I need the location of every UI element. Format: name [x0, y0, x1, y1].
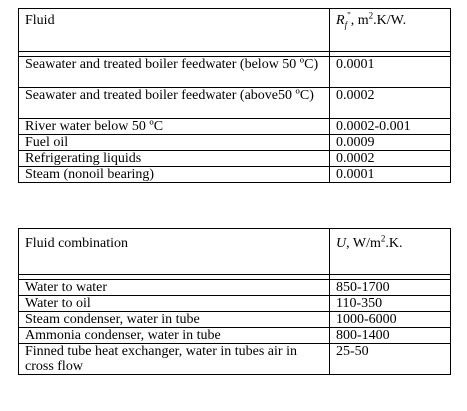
value-cell: 0.0002-0.001 [330, 119, 451, 135]
table-row [19, 167, 451, 183]
unit-sup: 2 [380, 233, 386, 244]
overall-coefficient-table [18, 228, 451, 375]
header-fluid-combination: Fluid combination [19, 229, 330, 275]
symbol-sub: f [344, 19, 348, 30]
symbol-r: R [336, 13, 345, 28]
value-cell: 0.0001 [330, 167, 451, 183]
value-cell: 850-1700 [330, 280, 451, 296]
header-fouling-factor [330, 9, 451, 52]
fluid-cell: Water to water [19, 280, 330, 296]
value-cell: 0.0002 [330, 151, 451, 167]
value-cell: 0.0002 [330, 88, 451, 119]
fluid-cell: Water to oil [19, 296, 330, 312]
fluid-cell: Finned tube heat exchanger, water in tubes air in cross flow [19, 344, 330, 375]
table-row [19, 119, 451, 135]
fluid-cell: Steam condenser, water in tube [19, 312, 330, 328]
fluid-cell: Refrigerating liquids [19, 151, 330, 167]
unit-sup: 2 [368, 10, 374, 21]
fluid-cell: Fuel oil [19, 135, 330, 151]
value-cell: 0.0001 [330, 57, 451, 88]
table-row [19, 312, 451, 328]
header-fluid: Fluid [19, 9, 330, 52]
fluid-cell: Ammonia condenser, water in tube [19, 328, 330, 344]
fluid-cell: Seawater and treated boiler feedwater (below 50 ºC) [19, 57, 330, 88]
table-row [19, 151, 451, 167]
table-header-row [19, 9, 451, 52]
symbol-sup: " [347, 10, 351, 21]
table-row [19, 280, 451, 296]
fluid-cell: River water below 50 ºC [19, 119, 330, 135]
value-cell: 800-1400 [330, 328, 451, 344]
unit-pre: , m [350, 13, 369, 28]
value-cell: 25-50 [330, 344, 451, 375]
symbol-u: U [336, 236, 347, 251]
value-cell: 0.0009 [330, 135, 451, 151]
table-header-row [19, 229, 451, 275]
table-row [19, 344, 451, 375]
unit-post: .K/W. [373, 13, 407, 28]
fluid-cell: Steam (nonoil bearing) [19, 167, 330, 183]
unit-pre: , W/m [346, 236, 381, 251]
unit-post: .K. [385, 236, 403, 251]
fouling-factor-table [18, 8, 451, 183]
value-cell: 1000-6000 [330, 312, 451, 328]
fluid-cell: Seawater and treated boiler feedwater (above50 ºC) [19, 88, 330, 119]
header-overall-coefficient [330, 229, 451, 275]
table-row [19, 88, 451, 119]
table-row [19, 57, 451, 88]
table-row [19, 328, 451, 344]
table-row [19, 296, 451, 312]
value-cell: 110-350 [330, 296, 451, 312]
table-row [19, 135, 451, 151]
